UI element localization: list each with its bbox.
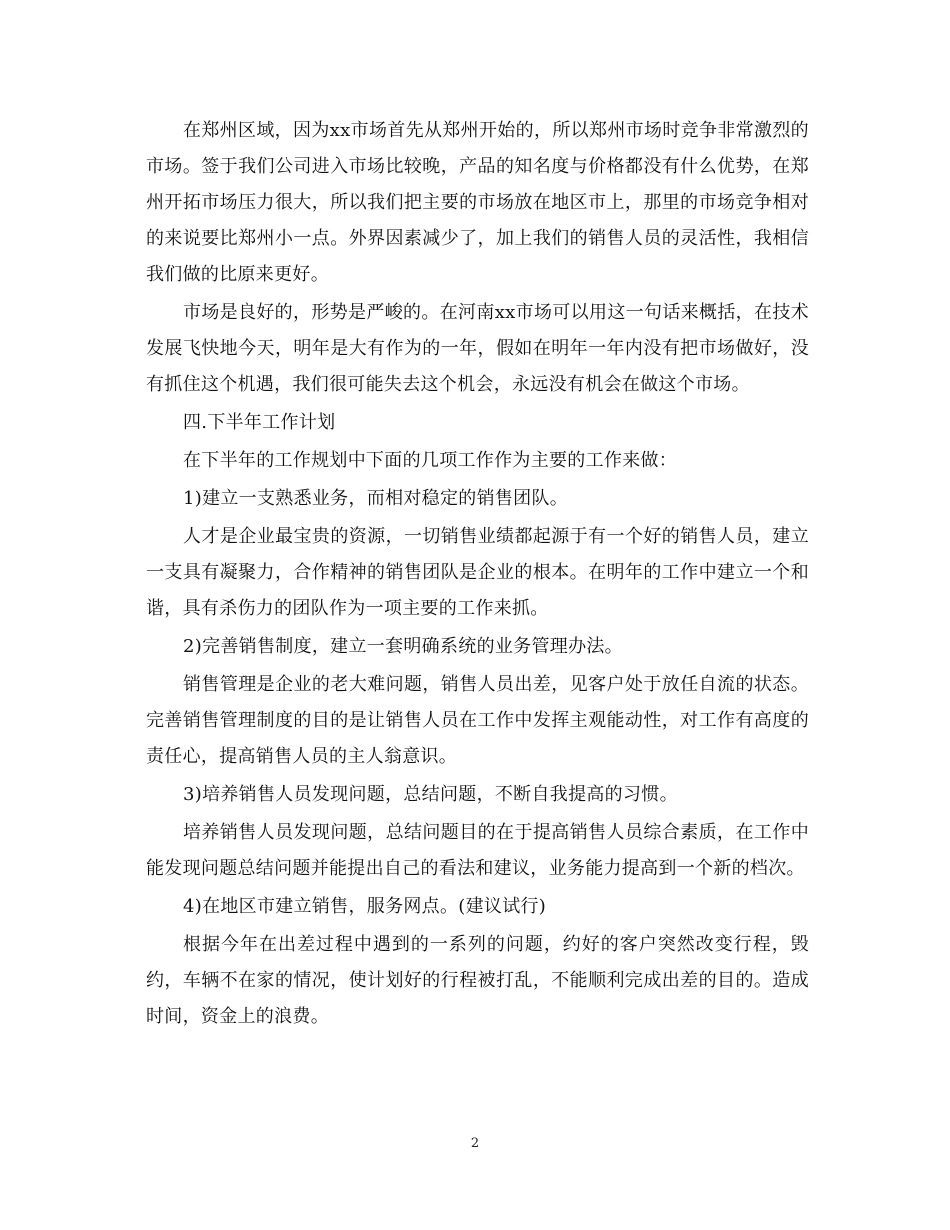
section-heading-work-plan: 四.下半年工作计划 [183,412,336,433]
plan-item-3-heading: 3)培养销售人员发现问题，总结问题，不断自我提高的习惯。 [183,784,678,805]
paragraph-market-outlook: 市场是良好的，形势是严峻的。在河南xx市场可以用这一句话来概括，在技术发展飞快地今天，明年是大有作为的一年，假如在明年一年内没有把市场做好，没有抓住这个机遇，我们很可能失去这个机会，永远没有机会在做这个市场。 [146,302,809,395]
plan-item-2-heading: 2)完善销售制度，建立一套明确系统的业务管理办法。 [183,636,623,657]
paragraph-zhengzhou-region: 在郑州区域，因为xx市场首先从郑州开始的，所以郑州市场时竞争非常激烈的市场。签于我们公司进入市场比较晚，产品的知名度与价格都没有什么优势，在郑州开拓市场压力很大，所以我们把主要的市场放在地区市上，那里的市场竞争相对的来说要比郑州小一点。外界因素减少了，加上我们的销售人员的灵活性，我相信我们做的比原来更好。 [146,120,809,285]
paragraph-plan-intro: 在下半年的工作规划中下面的几项工作作为主要的工作来做： [183,450,678,471]
plan-item-4-body: 根据今年在出差过程中遇到的一系列的问题，约好的客户突然改变行程，毁约，车辆不在家的情况，使计划好的行程被打乱，不能顺利完成出差的目的。造成时间，资金上的浪费。 [146,934,809,1027]
plan-item-3-body: 培养销售人员发现问题，总结问题目的在于提高销售人员综合素质，在工作中能发现问题总结问题并能提出自己的看法和建议，业务能力提高到一个新的档次。 [146,822,809,879]
plan-item-4-heading: 4)在地区市建立销售，服务网点。(建议试行) [183,896,547,917]
plan-item-1-body: 人才是企业最宝贵的资源，一切销售业绩都起源于有一个好的销售人员，建立一支具有凝聚力，合作精神的销售团队是企业的根本。在明年的工作中建立一个和谐，具有杀伤力的团队作为一项主要的工作来抓。 [146,526,809,619]
document-body [146,113,809,1037]
plan-item-2-body: 销售管理是企业的老大难问题，销售人员出差，见客户处于放任自流的状态。完善销售管理制度的目的是让销售人员在工作中发挥主观能动性，对工作有高度的责任心，提高销售人员的主人翁意识。 [146,674,809,767]
page-number: 2 [470,1136,480,1151]
plan-item-1-heading: 1)建立一支熟悉业务，而相对稳定的销售团队。 [183,488,569,509]
